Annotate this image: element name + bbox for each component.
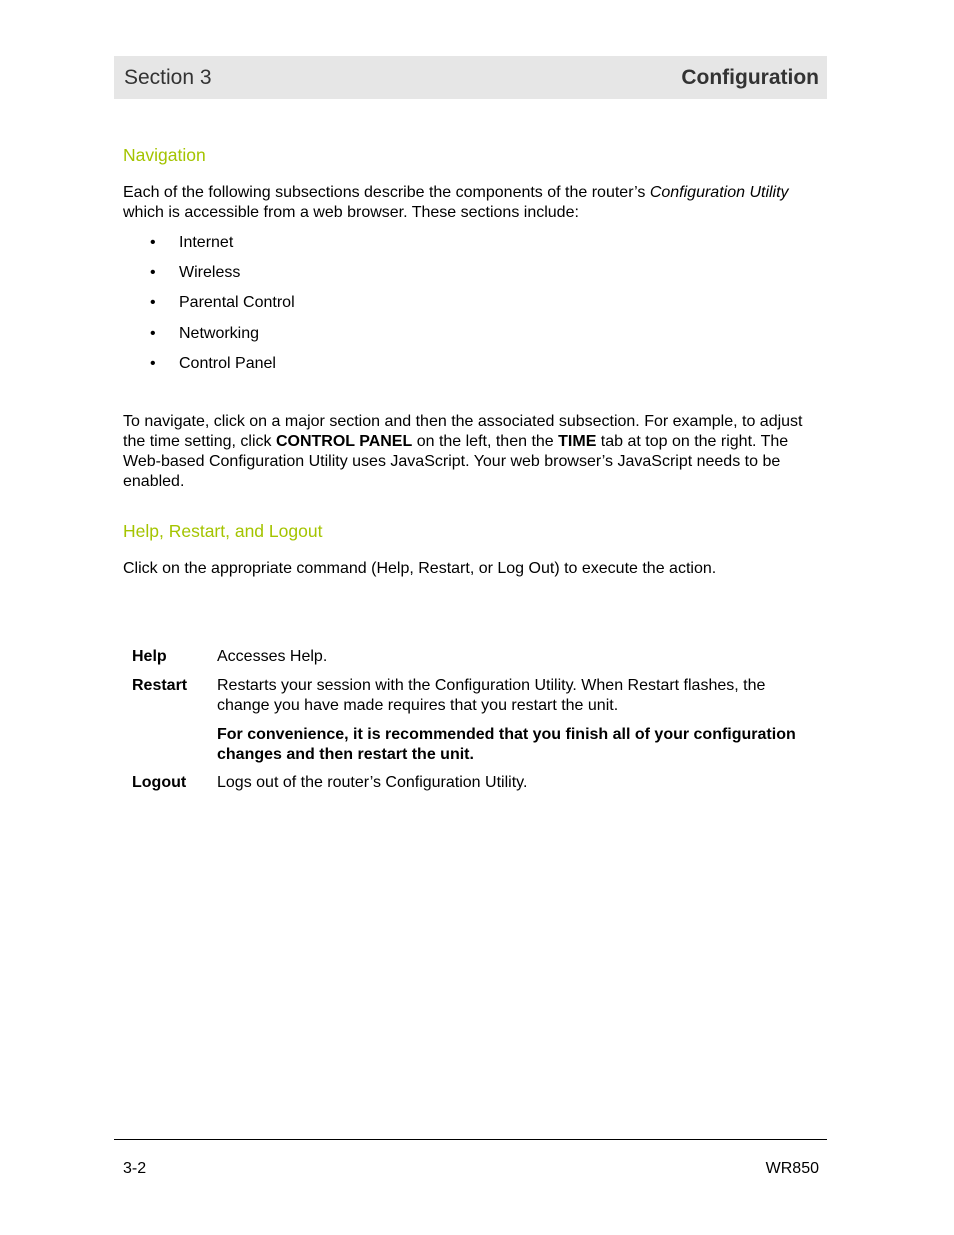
navigation-instructions: To navigate, click on a major section and then the associated subsection. For example, to adjust the time setting, click CONTROL PANEL on the left, then the TIME tab at top on the right. The Web-based Configuration Utility uses JavaScript. Your web browser’s JavaScript needs to be enabled. (123, 413, 803, 490)
term-help: Help (132, 648, 167, 665)
navigation-heading: Navigation (123, 145, 206, 165)
page-number: 3-2 (123, 1160, 147, 1177)
help-intro: Click on the appropriate command (Help, Restart, or Log Out) to execute the action. (123, 560, 717, 577)
bullet-icon: • (150, 234, 156, 251)
time-emphasis: TIME (558, 433, 597, 450)
intro-italic: Configuration Utility (649, 184, 789, 201)
restart-note: For convenience, it is recommended that you finish all of your configuration changes and then restart the unit. (217, 726, 796, 763)
section-list (150, 233, 295, 384)
list-item: • Wireless (150, 263, 295, 293)
desc-restart: Restarts your session with the Configuration Utility. When Restart flashes, the change you have made requires that you restart the unit. (217, 677, 766, 714)
term-restart: Restart (132, 677, 188, 694)
product-model: WR850 (765, 1160, 819, 1177)
section-header-band (114, 56, 827, 99)
bullet-icon: • (150, 294, 156, 312)
navigation-intro (123, 183, 823, 223)
intro-text-2: which is accessible from a web browser. These sections include: (123, 204, 579, 221)
bullet-icon: • (150, 324, 156, 342)
footer-divider (114, 1139, 827, 1140)
control-panel-emphasis: CONTROL PANEL (275, 433, 413, 450)
list-item: • Internet (150, 233, 295, 263)
desc-help: Accesses Help. (217, 648, 328, 665)
list-item: • Networking (150, 324, 295, 354)
list-item: • Control Panel (150, 354, 295, 384)
chapter-title: Configuration (681, 66, 819, 89)
desc-logout: Logs out of the router’s Configuration Utility. (217, 774, 528, 791)
section-label: Section 3 (124, 66, 212, 89)
list-item: • Parental Control (150, 293, 295, 323)
bullet-icon: • (150, 354, 156, 372)
intro-text-1: Each of the following subsections describe the components of the router’s (123, 184, 650, 201)
bullet-icon: • (150, 264, 156, 282)
term-logout: Logout (132, 774, 187, 791)
help-restart-logout-heading: Help, Restart, and Logout (123, 521, 323, 541)
